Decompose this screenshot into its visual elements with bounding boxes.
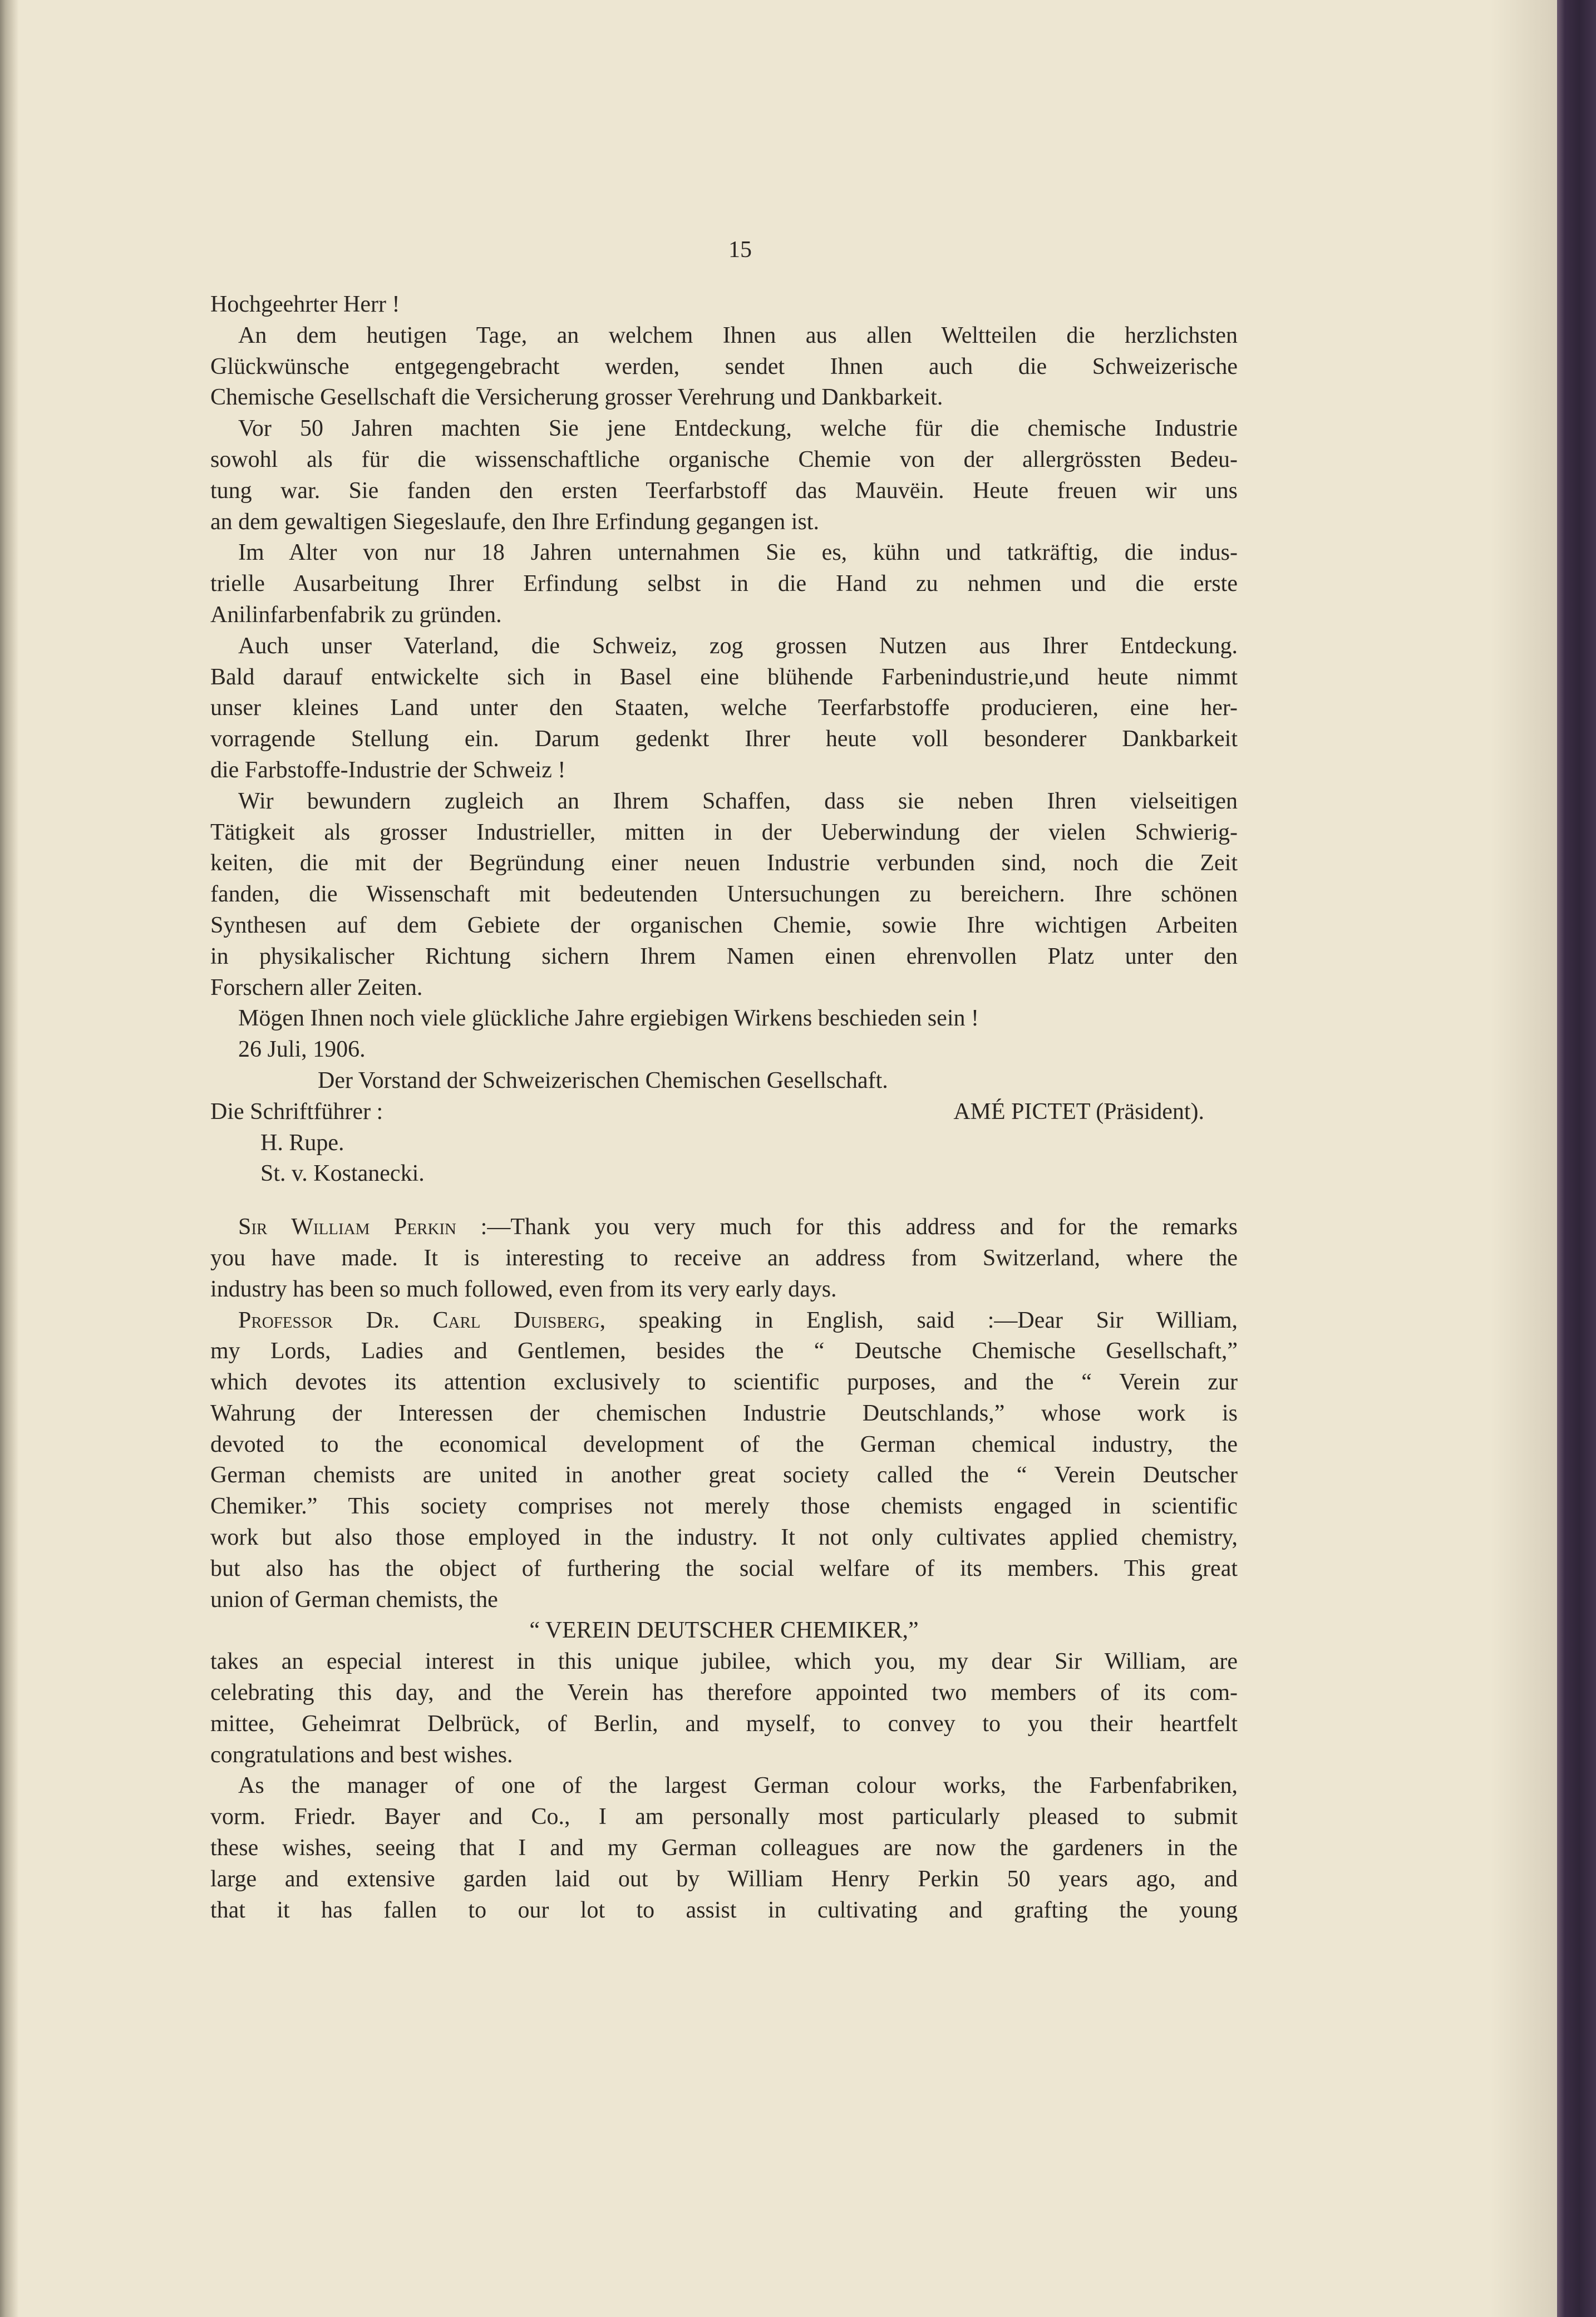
line-content — [238, 633, 1238, 659]
line-content — [210, 1276, 837, 1302]
line-content — [260, 1130, 344, 1156]
facing-page-edge — [0, 0, 19, 2317]
text-line — [210, 1709, 1238, 1740]
line-content — [210, 447, 1238, 472]
line-text: Chemiker.” This society comprises not merely those chemists engaged in scientific — [210, 1493, 1238, 1520]
text-line — [210, 1097, 1238, 1128]
body-text — [210, 289, 1238, 1926]
line-text: Mögen Ihnen noch viele glückliche Jahre ergiebigen Wirkens beschieden sein ! — [238, 1005, 979, 1032]
section-gap — [210, 1190, 1238, 1212]
line-text: my Lords, Ladies and Gentlemen, besides the “ Deutsche Chemische Gesellschaft,” — [210, 1338, 1238, 1364]
text-line — [210, 662, 1238, 693]
line-text: Anilinfarbenfabrik zu gründen. — [210, 602, 502, 628]
line-text: “ VEREIN DEUTSCHER CHEMIKER,” — [529, 1618, 919, 1644]
line-content — [238, 540, 1238, 565]
line-text: keiten, die mit der Begründung einer neuen Industrie verbunden sind, noch die Zeit — [210, 850, 1238, 876]
text-line — [210, 1336, 1238, 1367]
line-text: H. Rupe. — [260, 1130, 344, 1156]
line-text: An dem heutigen Tage, an welchem Ihnen aus allen Weltteilen die herzlichsten — [238, 322, 1238, 348]
line-content — [210, 1866, 1238, 1892]
text-line — [210, 848, 1238, 879]
line-content — [238, 1005, 979, 1031]
line-text: 26 Juli, 1906. — [238, 1037, 366, 1063]
text-line — [210, 1460, 1238, 1491]
text-line — [210, 569, 1238, 600]
page-gutter-shadow — [1490, 0, 1557, 2317]
line-text: these wishes, seeing that I and my German colleagues are now the gardeners in the — [210, 1835, 1238, 1861]
line-text: celebrating this day, and the Verein has therefore appointed two members of its com- — [210, 1680, 1238, 1706]
text-line — [210, 1274, 1238, 1305]
line-text: :—Thank you very much for this address and for the remarks — [456, 1214, 1238, 1240]
line-content — [210, 1462, 1238, 1488]
line-text: union of German chemists, the — [210, 1586, 498, 1613]
line-content — [210, 1680, 1238, 1705]
text-line — [210, 1305, 1238, 1337]
line-text: devoted to the economical development of the German chemical industry, the — [210, 1431, 1238, 1457]
text-line — [210, 817, 1238, 849]
text-line — [210, 1367, 1238, 1398]
line-text: Chemische Gesellschaft die Versicherung grosser Verehrung und Dankbarkeit. — [210, 384, 943, 411]
line-content — [210, 913, 1238, 938]
text-line — [210, 786, 1238, 817]
line-content — [210, 757, 565, 783]
text-line — [210, 1398, 1238, 1429]
line-text: Forschern aller Zeiten. — [210, 974, 423, 1000]
line-text: large and extensive garden laid out by William Henry Perkin 50 years ago, and — [210, 1866, 1238, 1892]
line-text: vorragende Stellung ein. Darum gedenkt Ihrer heute voll besonderer Dankbarkeit — [210, 726, 1238, 752]
text-line — [210, 1522, 1238, 1554]
text-line — [210, 1646, 1238, 1678]
text-line — [210, 1243, 1238, 1274]
line-content — [210, 1711, 1238, 1737]
text-line — [210, 879, 1238, 910]
text-line — [210, 600, 1238, 631]
line-content — [210, 1897, 1238, 1923]
line-text: takes an especial interest in this unique jubilee, which you, my dear Sir William, are — [210, 1649, 1238, 1675]
line-content — [210, 975, 422, 1000]
line-text: sowohl als für die wissenschaftliche organische Chemie von der allergrössten Bedeu- — [210, 446, 1238, 472]
line-content — [210, 850, 1238, 876]
line-text: Wir bewundern zugleich an Ihrem Schaffen, dass sie neben Ihren vielseitigen — [238, 788, 1238, 814]
line-content — [238, 416, 1238, 441]
line-content — [210, 1245, 1238, 1271]
text-line — [210, 289, 1238, 321]
line-content — [210, 1525, 1238, 1550]
line-text: Bald darauf entwickelte sich in Basel eine blühende Farbenindustrie,und heute nimmt — [210, 664, 1238, 690]
text-line — [210, 1034, 1238, 1066]
line-content — [210, 1804, 1238, 1830]
line-content — [238, 1037, 366, 1062]
line-content — [210, 820, 1238, 845]
text-line — [210, 476, 1238, 507]
speaker-name: Professor Dr. Carl Duisberg — [238, 1307, 600, 1333]
line-text: Glückwünsche entgegengebracht werden, sendet Ihnen auch die Schweizerische — [210, 353, 1238, 379]
line-text: unser kleines Land unter den Staaten, welche Teerfarbstoffe producieren, eine her- — [210, 695, 1238, 721]
line-content — [210, 1401, 1238, 1426]
text-line — [210, 1003, 1238, 1034]
line-text: trielle Ausarbeitung Ihrer Erfindung selbst in die Hand zu nehmen und die erste — [210, 571, 1238, 597]
book-binding — [1557, 0, 1596, 2317]
line-content — [210, 695, 1238, 721]
text-line — [210, 724, 1238, 755]
text-line — [210, 1833, 1238, 1864]
text-line — [210, 1895, 1238, 1926]
line-content — [238, 1773, 1238, 1798]
line-content — [210, 571, 1238, 596]
line-content — [210, 881, 1238, 907]
line-text: that it has fallen to our lot to assist in cultivating and grafting the young — [210, 1897, 1238, 1923]
line-text: , speaking in English, said :—Dear Sir William, — [599, 1307, 1238, 1333]
line-content — [210, 1556, 1238, 1581]
text-line — [210, 1615, 1238, 1646]
line-text: tung war. Sie fanden den ersten Teerfarbstoff das Mauvëin. Heute freuen wir uns — [210, 477, 1238, 504]
line-text: which devotes its attention exclusively to scientific purposes, and the “ Verein zur — [210, 1369, 1238, 1396]
line-text: die Farbstoffe-Industrie der Schweiz ! — [210, 757, 566, 783]
line-content — [210, 1338, 1238, 1364]
line-content — [210, 1835, 1238, 1861]
line-content — [210, 1493, 1238, 1519]
text-line — [210, 1554, 1238, 1585]
line-text: Hochgeehrter Herr ! — [210, 292, 400, 317]
line-content — [210, 292, 400, 317]
line-content — [210, 478, 1238, 504]
line-text: you have made. It is interesting to receive an address from Switzerland, where the — [210, 1245, 1238, 1271]
text-line — [210, 507, 1238, 538]
line-text: mittee, Geheimrat Delbrück, of Berlin, and myself, to convey to you their heartfelt — [210, 1710, 1238, 1737]
text-line — [210, 1678, 1238, 1709]
line-content — [210, 664, 1238, 690]
line-content — [210, 354, 1238, 379]
text-line — [210, 1429, 1238, 1461]
line-content — [210, 1369, 1238, 1395]
text-line — [210, 321, 1238, 352]
text-line — [210, 693, 1238, 724]
line-text: Tätigkeit als grosser Industrieller, mitten in der Ueberwindung der vielen Schwierig- — [210, 819, 1238, 845]
line-content — [238, 788, 1238, 814]
line-text: Auch unser Vaterland, die Schweiz, zog grossen Nutzen aus Ihrer Entdeckung. — [238, 633, 1238, 659]
text-line — [210, 1491, 1238, 1522]
line-text: German chemists are united in another great society called the “ Verein Deutscher — [210, 1462, 1238, 1488]
line-content — [260, 1161, 425, 1186]
line-content — [210, 1649, 1238, 1674]
text-line — [210, 1771, 1238, 1802]
text-line — [210, 1158, 1238, 1190]
page-number: 15 — [728, 237, 752, 263]
line-content — [210, 384, 943, 410]
line-content — [210, 509, 819, 535]
line-text: work but also those employed in the industry. It not only cultivates applied chemistry, — [210, 1525, 1238, 1551]
text-line — [210, 910, 1238, 941]
text-line — [210, 973, 1238, 1004]
line-text: congratulations and best wishes. — [210, 1742, 513, 1768]
line-text: vorm. Friedr. Bayer and Co., I am personally most particularly pleased to submit — [210, 1804, 1238, 1830]
secretaries-label: Die Schriftführer : — [210, 1098, 383, 1125]
line-text: Synthesen auf dem Gebiete der organischen Chemie, sowie Ihre wichtigen Arbeiten — [210, 912, 1238, 938]
line-content — [210, 944, 1238, 969]
text-line — [210, 941, 1238, 973]
line-text: but also has the object of furthering the social welfare of its members. This great — [210, 1555, 1238, 1581]
line-text: Im Alter von nur 18 Jahren unternahmen Sie es, kühn und tatkräftig, die indus- — [238, 540, 1238, 566]
speaker-name: Sir William Perkin — [238, 1214, 456, 1240]
line-text: St. v. Kostanecki. — [260, 1161, 425, 1187]
text-line — [210, 1864, 1238, 1895]
text-line — [210, 1802, 1238, 1833]
line-text: in physikalischer Richtung sichern Ihrem Namen einen ehrenvollen Platz unter den — [210, 943, 1238, 969]
line-content — [238, 1214, 1238, 1240]
text-line — [210, 352, 1238, 383]
line-content — [210, 726, 1238, 752]
line-text: industry has been so much followed, even from its very early days. — [210, 1276, 837, 1302]
line-text: As the manager of one of the largest German colour works, the Farbenfabriken, — [238, 1773, 1238, 1799]
line-content — [210, 1742, 513, 1768]
president-signature: AMÉ PICTET (Präsident). — [953, 1098, 1204, 1125]
line-text: Der Vorstand der Schweizerischen Chemischen Gesellschaft. — [318, 1067, 888, 1093]
text-line — [210, 755, 1238, 786]
text-line — [210, 413, 1238, 445]
line-content — [529, 1618, 918, 1643]
text-line — [210, 538, 1238, 569]
text-line — [210, 445, 1238, 476]
text-line — [210, 631, 1238, 662]
text-line — [210, 1066, 1238, 1097]
line-content — [210, 602, 502, 628]
line-text: an dem gewaltigen Siegeslaufe, den Ihre Erfindung gegangen ist. — [210, 509, 819, 535]
line-content — [238, 323, 1238, 348]
line-text: Vor 50 Jahren machten Sie jene Entdeckung, welche für die chemische Industrie — [238, 416, 1238, 442]
line-content — [210, 1432, 1238, 1457]
text-line — [210, 1212, 1238, 1243]
line-text: fanden, die Wissenschaft mit bedeutenden Untersuchungen zu bereichern. Ihre schönen — [210, 881, 1238, 908]
text-line — [210, 1740, 1238, 1771]
text-line — [210, 1585, 1238, 1616]
line-content — [318, 1068, 888, 1093]
line-content — [238, 1308, 1238, 1333]
text-line — [210, 1128, 1238, 1159]
line-text: Wahrung der Interessen der chemischen Industrie Deutschlands,” whose work is — [210, 1400, 1238, 1426]
text-line — [210, 382, 1238, 413]
line-content — [210, 1587, 498, 1613]
